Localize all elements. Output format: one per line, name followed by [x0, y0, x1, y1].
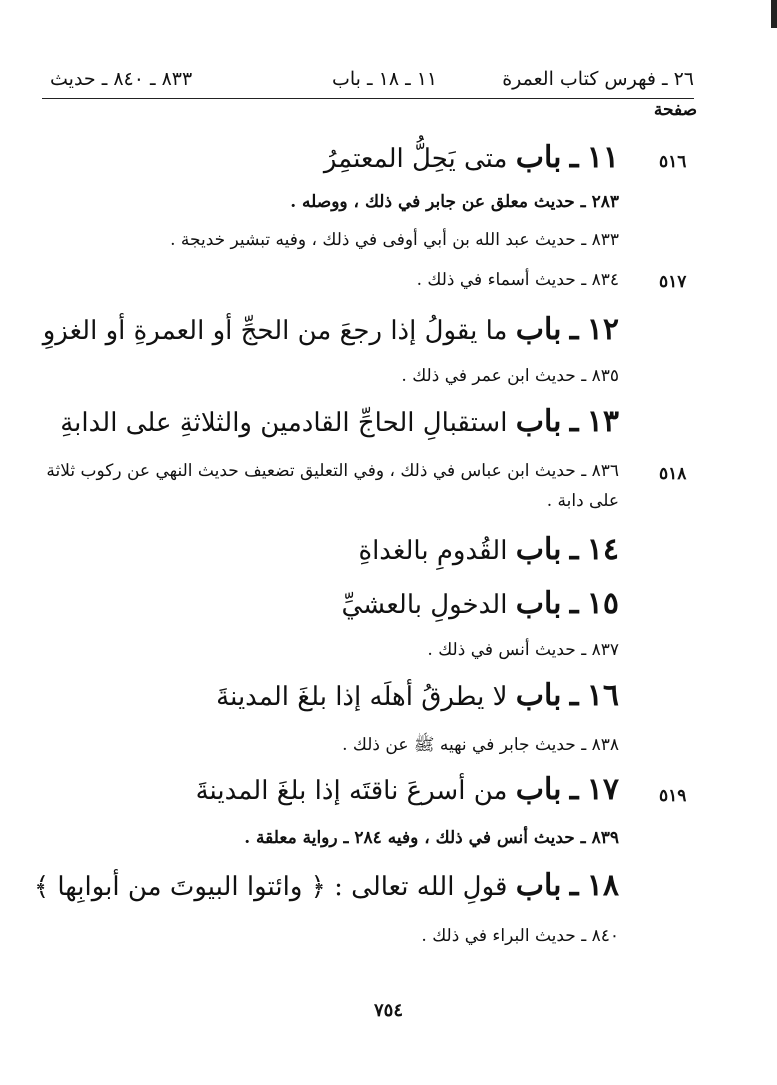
page-column-label: صفحة — [653, 100, 697, 120]
bab-separator: ـ — [569, 772, 579, 807]
bab-number: ١٣ — [586, 404, 619, 439]
bab-heading — [196, 772, 619, 807]
bab-number: ١٤ — [586, 532, 619, 567]
bab-keyword: باب — [515, 140, 562, 175]
hadith-line: ٨٣٣ ـ حديث عبد الله بن أبي أوفى في ذلك ، وفيه تبشير خديجة . — [170, 230, 619, 250]
page-ref: ٥١٩ — [659, 786, 687, 806]
bab-number: ١١ — [586, 140, 619, 175]
bab-keyword: باب — [515, 404, 562, 439]
bab-number: ١٢ — [586, 312, 619, 347]
bab-separator: ـ — [569, 140, 579, 175]
page-ref: ٥١٨ — [659, 464, 687, 484]
bab-heading — [324, 140, 619, 175]
bab-heading — [60, 404, 619, 439]
bab-separator: ـ — [569, 586, 579, 621]
bab-heading — [358, 532, 619, 567]
bab-number: ١٥ — [586, 586, 619, 621]
header-bab-range: ١١ ـ ١٨ ـ باب — [332, 68, 438, 90]
hadith-line: ٨٤٠ ـ حديث البراء في ذلك . — [421, 926, 619, 946]
hadith-line: ٨٣٩ ـ حديث أنس في ذلك ، وفيه ٢٨٤ ـ رواية معلقة . — [244, 828, 619, 848]
hadith-line: ٢٨٣ ـ حديث معلق عن جابر في ذلك ، ووصله . — [290, 192, 619, 212]
bab-number: ١٧ — [586, 772, 619, 807]
running-header — [42, 64, 694, 99]
bab-title: القُدومِ بالغداةِ — [358, 536, 508, 566]
bab-separator: ـ — [569, 678, 579, 713]
bab-heading — [34, 868, 619, 903]
bab-separator: ـ — [569, 868, 579, 903]
bab-title: استقبالِ الحاجِّ القادمين والثلاثةِ على الدابةِ — [60, 408, 508, 438]
bab-number: ١٨ — [586, 868, 619, 903]
bab-title: من أسرعَ ناقتَه إذا بلغَ المدينةَ — [195, 776, 508, 806]
header-hadith-range: ٨٣٣ ـ ٨٤٠ ـ حديث — [50, 68, 193, 90]
bab-heading — [341, 586, 619, 621]
bab-separator: ـ — [569, 312, 579, 347]
bab-heading — [43, 312, 619, 347]
bab-heading — [216, 678, 619, 713]
hadith-line: ٨٣٤ ـ حديث أسماء في ذلك . — [416, 270, 619, 290]
bab-title: ما يقولُ إذا رجعَ من الحجِّ أو العمرةِ أو الغزوِ — [42, 316, 508, 346]
page-ref: ٥١٦ — [659, 152, 687, 172]
hadith-line: ٨٣٦ ـ حديث ابن عباس في ذلك ، وفي التعليق تضعيف حديث النهي عن ركوب ثلاثة على دابة . — [46, 461, 619, 511]
header-chapter-title: ٢٦ ـ فهرس كتاب العمرة — [502, 68, 694, 90]
bab-keyword: باب — [515, 586, 562, 621]
bab-separator: ـ — [569, 404, 579, 439]
hadith-line: ٨٣٨ ـ حديث جابر في نهيه ﷺ عن ذلك . — [342, 735, 619, 755]
bab-title: لا يطرقُ أهلَه إذا بلغَ المدينةَ — [216, 682, 508, 712]
bab-title: قولِ الله تعالى : ﴿ وائتوا البيوتَ من أبوابِها ﴾ — [33, 872, 508, 902]
page-number: ٧٥٤ — [373, 1000, 403, 1021]
bab-title: متى يَحِلُّ المعتمِرُ — [323, 144, 508, 174]
page-ref: ٥١٧ — [659, 272, 687, 292]
bab-keyword: باب — [515, 678, 562, 713]
bab-keyword: باب — [515, 532, 562, 567]
bab-title: الدخولِ بالعشيِّ — [341, 590, 508, 620]
bab-keyword: باب — [515, 868, 562, 903]
hadith-line: ٨٣٥ ـ حديث ابن عمر في ذلك . — [401, 366, 619, 386]
bab-keyword: باب — [515, 312, 562, 347]
page-edge-mark — [771, 0, 777, 28]
hadith-line: ٨٣٧ ـ حديث أنس في ذلك . — [427, 640, 619, 660]
bab-keyword: باب — [515, 772, 562, 807]
bab-separator: ـ — [569, 532, 579, 567]
bab-number: ١٦ — [586, 678, 619, 713]
